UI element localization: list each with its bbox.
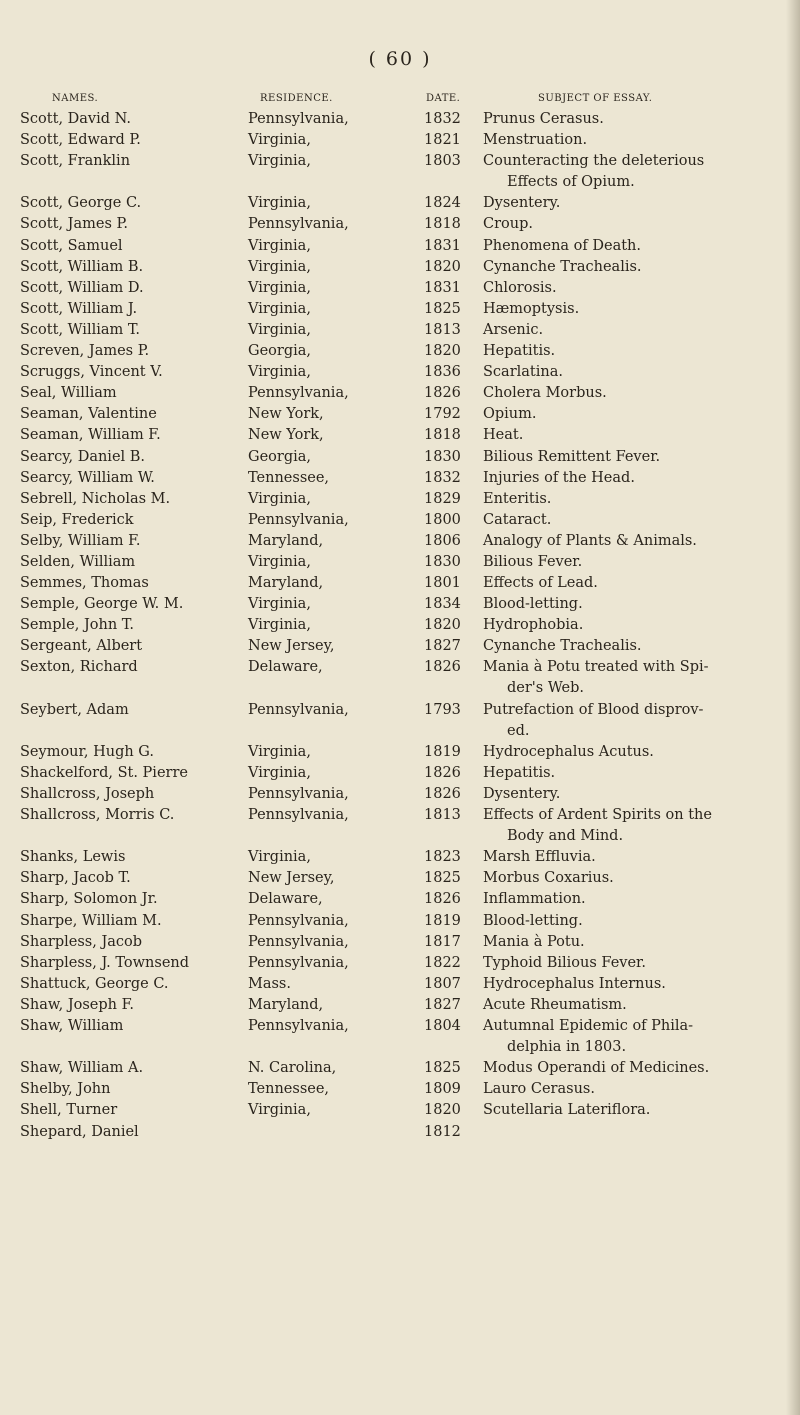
entry-name: Shaw, Joseph F.: [20, 996, 135, 1013]
entry-subject: [483, 636, 783, 657]
entry-date: 1818: [424, 216, 461, 233]
entry-row: [0, 1016, 800, 1058]
entry-subject: [483, 1058, 783, 1079]
entry-name: Seybert, Adam: [20, 701, 129, 718]
entry-subject-line: Hydrocephalus Internus.: [483, 975, 666, 992]
entry-row: [0, 531, 800, 552]
entry-residence: Virginia,: [248, 132, 311, 149]
entry-name: Shallcross, Joseph: [20, 786, 155, 802]
entries-list: [0, 109, 800, 1143]
entry-row: [0, 130, 800, 151]
entry-date: 1827: [424, 638, 461, 655]
entry-subject-line: Cynanche Trachealis.: [483, 258, 642, 275]
entry-subject-line: Enteritis.: [483, 490, 552, 507]
entry-subject-line: Counteracting the deleterious: [483, 153, 705, 170]
entry-subject-line: Dysentery.: [483, 786, 561, 802]
entry-subject-line: Blood-letting.: [483, 596, 583, 613]
entry-date: 1818: [424, 427, 461, 444]
entry-row: [0, 742, 800, 763]
entry-residence: Virginia,: [248, 1102, 311, 1119]
entry-date: 1825: [424, 1060, 461, 1077]
entry-subject: [483, 889, 783, 910]
entry-residence: Delaware,: [248, 891, 323, 908]
entry-date: 1826: [424, 786, 461, 802]
entry-date: 1793: [424, 701, 461, 718]
entry-subject-line: Cynanche Trachealis.: [483, 638, 642, 655]
entry-residence: New York,: [248, 406, 324, 423]
entry-subject: [483, 805, 783, 847]
entry-name: Scott, George C.: [20, 195, 142, 212]
entry-name: Scott, David N.: [20, 111, 132, 127]
entry-subject: [483, 657, 783, 699]
entry-subject-line: ed.: [507, 722, 530, 739]
entry-name: Shaw, William: [20, 1018, 124, 1035]
entry-name: Semmes, Thomas: [20, 575, 149, 592]
entry-subject-line: Effects of Lead.: [483, 575, 598, 592]
entry-subject-line: Effects of Ardent Spirits on the: [483, 807, 712, 824]
entry-date: 1804: [424, 1018, 461, 1035]
entry-name: Sharpless, Jacob: [20, 933, 143, 950]
entry-residence: N. Carolina,: [248, 1060, 337, 1077]
entry-subject: [483, 341, 783, 362]
entry-row: [0, 151, 800, 193]
entry-date: 1820: [424, 343, 461, 360]
entry-name: Scott, Franklin: [20, 153, 131, 170]
entry-date: 1801: [424, 575, 461, 592]
entry-subject: [483, 847, 783, 868]
entry-subject: [483, 362, 783, 383]
entry-date: 1807: [424, 975, 461, 992]
entry-subject-line: Scutellaria Lateriflora.: [483, 1102, 651, 1119]
entry-name: Sharp, Solomon Jr.: [20, 891, 158, 908]
entry-residence: Maryland,: [248, 575, 324, 592]
entry-subject: [483, 193, 783, 214]
entry-residence: Virginia,: [248, 300, 311, 317]
entry-date: 1832: [424, 111, 461, 127]
entry-subject: [483, 974, 783, 995]
entry-subject: [483, 1079, 783, 1100]
entry-subject-line: Dysentery.: [483, 195, 561, 212]
entry-subject: [483, 109, 783, 130]
page-number: ( 60 ): [368, 48, 432, 70]
entry-name: Seal, William: [20, 385, 117, 402]
entry-subject-line: Marsh Effluvia.: [483, 849, 596, 866]
entry-residence: Maryland,: [248, 996, 324, 1013]
entry-subject-line: Typhoid Bilious Fever.: [483, 954, 646, 971]
entry-residence: Virginia,: [248, 764, 311, 781]
entry-subject: [483, 594, 783, 615]
entry-residence: Tennessee,: [248, 469, 330, 486]
entry-name: Shell, Turner: [20, 1102, 118, 1119]
entry-residence: Delaware,: [248, 659, 323, 676]
entry-residence: Georgia,: [248, 448, 311, 465]
entry-row: [0, 911, 800, 932]
entry-residence: Virginia,: [248, 364, 311, 381]
entry-name: Selby, William F.: [20, 532, 141, 549]
entry-subject-line: Arsenic.: [483, 321, 544, 338]
entry-name: Seip, Frederick: [20, 511, 134, 528]
entry-date: 1813: [424, 807, 461, 824]
entry-subject: [483, 489, 783, 510]
entry-subject: [483, 299, 783, 320]
entry-row: [0, 404, 800, 425]
entry-residence: Maryland,: [248, 532, 324, 549]
entry-row: [0, 889, 800, 910]
entry-date: 1809: [424, 1081, 461, 1098]
entry-name: Selden, William: [20, 553, 136, 570]
entry-subject-line: Injuries of the Head.: [483, 469, 635, 486]
entry-subject-line: Morbus Coxarius.: [483, 870, 614, 887]
entry-subject: [483, 383, 783, 404]
entry-date: 1819: [424, 912, 461, 929]
entry-subject-line: Analogy of Plants & Animals.: [483, 532, 697, 549]
page-edge-shadow: [786, 0, 800, 1415]
entry-name: Semple, John T.: [20, 617, 134, 634]
entry-subject-line: der's Web.: [507, 680, 585, 697]
entry-residence: Virginia,: [248, 258, 311, 275]
entry-residence: Pennsylvania,: [248, 954, 349, 971]
entry-subject: [483, 151, 783, 193]
entry-date: 1803: [424, 153, 461, 170]
entry-residence: Virginia,: [248, 553, 311, 570]
entry-date: 1830: [424, 553, 461, 570]
entry-name: Scott, James P.: [20, 216, 128, 233]
entry-row: [0, 657, 800, 699]
entry-subject-line: Menstruation.: [483, 132, 588, 149]
entry-name: Sharp, Jacob T.: [20, 870, 131, 887]
entry-residence: Pennsylvania,: [248, 385, 349, 402]
entry-name: Scott, William J.: [20, 300, 138, 317]
entry-residence: Georgia,: [248, 343, 311, 360]
entry-date: 1806: [424, 532, 461, 549]
entry-subject-line: Cataract.: [483, 511, 552, 528]
entry-name: Shanks, Lewis: [20, 849, 126, 866]
entry-residence: Virginia,: [248, 279, 311, 296]
entry-residence: Virginia,: [248, 153, 311, 170]
entry-row: [0, 995, 800, 1016]
entry-subject-line: Opium.: [483, 406, 537, 423]
entry-subject: [483, 425, 783, 446]
entry-subject: [483, 742, 783, 763]
entry-name: Shackelford, St. Pierre: [20, 764, 188, 781]
entry-subject-line: delphia in 1803.: [507, 1039, 627, 1056]
entry-row: [0, 1100, 800, 1121]
entry-subject: [483, 911, 783, 932]
entry-residence: Pennsylvania,: [248, 216, 349, 233]
entry-residence: New York,: [248, 427, 324, 444]
entry-name: Searcy, Daniel B.: [20, 448, 146, 465]
header-subject: SUBJECT OF ESSAY.: [538, 93, 653, 104]
entry-date: 1825: [424, 300, 461, 317]
entry-name: Searcy, William W.: [20, 469, 155, 486]
entry-row: [0, 236, 800, 257]
entry-name: Scott, William D.: [20, 279, 144, 296]
entry-subject: [483, 573, 783, 594]
entry-subject: [483, 510, 783, 531]
entry-subject-line: Cholera Morbus.: [483, 385, 607, 402]
entry-row: [0, 594, 800, 615]
entry-row: [0, 341, 800, 362]
entry-date: 1821: [424, 132, 461, 149]
entry-subject-line: Blood-letting.: [483, 912, 583, 929]
entry-subject: [483, 784, 783, 805]
entry-subject: [483, 868, 783, 889]
entry-row: [0, 615, 800, 636]
entry-subject: [483, 700, 783, 742]
entry-row: [0, 257, 800, 278]
entry-subject-line: Inflammation.: [483, 891, 586, 908]
entry-row: [0, 763, 800, 784]
entry-subject: [483, 278, 783, 299]
entry-residence: Pennsylvania,: [248, 807, 349, 824]
entry-residence: Virginia,: [248, 490, 311, 507]
entry-date: 1813: [424, 321, 461, 338]
entry-residence: Tennessee,: [248, 1081, 330, 1098]
entry-date: 1826: [424, 891, 461, 908]
entry-date: 1825: [424, 870, 461, 887]
entry-subject-line: Chlorosis.: [483, 279, 557, 296]
column-headers: [0, 93, 800, 107]
entry-name: Scott, Edward P.: [20, 132, 141, 149]
entry-date: 1819: [424, 743, 461, 760]
entry-subject-line: Prunus Cerasus.: [483, 111, 604, 127]
entry-name: Scruggs, Vincent V.: [20, 364, 163, 381]
entry-date: 1832: [424, 469, 461, 486]
entry-subject-line: Hæmoptysis.: [483, 300, 580, 317]
entry-row: [0, 362, 800, 383]
entry-date: 1829: [424, 490, 461, 507]
entry-row: [0, 700, 800, 742]
entry-subject: [483, 953, 783, 974]
entry-row: [0, 868, 800, 889]
entry-date: 1826: [424, 764, 461, 781]
entry-row: [0, 278, 800, 299]
header-names: NAMES.: [52, 93, 99, 104]
entry-residence: Pennsylvania,: [248, 701, 349, 718]
entry-date: 1834: [424, 596, 461, 613]
entry-date: 1800: [424, 511, 461, 528]
entry-residence: Pennsylvania,: [248, 912, 349, 929]
entry-name: Shepard, Daniel: [20, 1123, 139, 1140]
entry-name: Scott, William T.: [20, 321, 141, 338]
entry-residence: Virginia,: [248, 743, 311, 760]
entry-subject-line: Mania à Potu treated with Spi-: [483, 659, 709, 676]
entry-row: [0, 974, 800, 995]
entry-subject-line: Phenomena of Death.: [483, 237, 641, 254]
entry-row: [0, 425, 800, 446]
entry-subject: [483, 995, 783, 1016]
entry-residence: Virginia,: [248, 849, 311, 866]
entry-date: 1831: [424, 237, 461, 254]
entry-date: 1830: [424, 448, 461, 465]
entry-subject: [483, 404, 783, 425]
entry-name: Sharpe, William M.: [20, 912, 162, 929]
entry-row: [0, 320, 800, 341]
entry-date: 1836: [424, 364, 461, 381]
entry-subject: [483, 447, 783, 468]
entry-date: 1827: [424, 996, 461, 1013]
entry-row: [0, 784, 800, 805]
entry-name: Scott, Samuel: [20, 237, 123, 254]
entry-subject: [483, 214, 783, 235]
entry-row: [0, 805, 800, 847]
entry-date: 1823: [424, 849, 461, 866]
entry-subject-line: Hepatitis.: [483, 764, 556, 781]
entry-name: Sergeant, Albert: [20, 638, 143, 655]
entry-subject: [483, 257, 783, 278]
entry-row: [0, 109, 800, 130]
entry-subject: [483, 320, 783, 341]
entry-subject-line: Hydrophobia.: [483, 617, 584, 634]
entry-residence: Virginia,: [248, 321, 311, 338]
entry-subject-line: Bilious Fever.: [483, 553, 583, 570]
entry-subject: [483, 236, 783, 257]
entry-subject-line: Effects of Opium.: [507, 174, 635, 191]
entry-date: 1826: [424, 385, 461, 402]
entry-name: Seaman, Valentine: [20, 406, 157, 423]
entry-residence: Pennsylvania,: [248, 786, 349, 802]
entry-subject: [483, 531, 783, 552]
entry-subject-line: Body and Mind.: [507, 828, 624, 845]
entry-date: 1822: [424, 954, 461, 971]
entry-row: [0, 932, 800, 953]
entry-subject-line: Hepatitis.: [483, 343, 556, 360]
entry-residence: Pennsylvania,: [248, 511, 349, 528]
entry-row: [0, 1079, 800, 1100]
entry-subject: [483, 1016, 783, 1058]
header-residence: RESIDENCE.: [260, 93, 333, 104]
entry-subject-line: Heat.: [483, 427, 524, 444]
entry-row: [0, 468, 800, 489]
entry-subject-line: Putrefaction of Blood disprov-: [483, 701, 704, 718]
entry-date: 1812: [424, 1123, 461, 1140]
entry-date: 1817: [424, 933, 461, 950]
entry-name: Shaw, William A.: [20, 1060, 144, 1077]
entry-subject-line: Hydrocephalus Acutus.: [483, 743, 654, 760]
entry-name: Sebrell, Nicholas M.: [20, 490, 171, 507]
entry-residence: New Jersey,: [248, 870, 335, 887]
entry-subject: [483, 130, 783, 151]
entry-subject-line: Autumnal Epidemic of Phila-: [483, 1018, 694, 1035]
entry-subject: [483, 932, 783, 953]
entry-subject-line: Scarlatina.: [483, 364, 563, 381]
entry-residence: New Jersey,: [248, 638, 335, 655]
entry-subject-line: Croup.: [483, 216, 533, 233]
entry-name: Shallcross, Morris C.: [20, 807, 175, 824]
entry-row: [0, 299, 800, 320]
entry-subject: [483, 615, 783, 636]
entry-date: 1831: [424, 279, 461, 296]
entry-date: 1820: [424, 617, 461, 634]
entry-row: [0, 383, 800, 404]
entry-date: 1824: [424, 195, 461, 212]
entry-row: [0, 1122, 800, 1143]
entry-residence: Virginia,: [248, 596, 311, 613]
entry-row: [0, 847, 800, 868]
entry-name: Seaman, William F.: [20, 427, 161, 444]
entry-name: Sexton, Richard: [20, 659, 138, 676]
entry-row: [0, 489, 800, 510]
entry-subject: [483, 1100, 783, 1121]
entry-subject-line: Lauro Cerasus.: [483, 1081, 595, 1098]
entry-name: Shelby, John: [20, 1081, 111, 1098]
entry-row: [0, 573, 800, 594]
entry-date: 1820: [424, 258, 461, 275]
entry-subject: [483, 468, 783, 489]
entry-row: [0, 552, 800, 573]
entry-residence: Virginia,: [248, 195, 311, 212]
entry-row: [0, 1058, 800, 1079]
entry-subject: [483, 552, 783, 573]
entry-date: 1826: [424, 659, 461, 676]
entry-residence: Pennsylvania,: [248, 1018, 349, 1035]
entry-name: Screven, James P.: [20, 343, 150, 360]
entry-date: 1820: [424, 1102, 461, 1119]
entry-name: Scott, William B.: [20, 258, 144, 275]
entry-residence: Mass.: [248, 975, 291, 992]
entry-name: Semple, George W. M.: [20, 596, 184, 613]
entry-row: [0, 214, 800, 235]
entry-subject-line: Modus Operandi of Medicines.: [483, 1060, 710, 1077]
entry-subject: [483, 763, 783, 784]
entry-residence: Pennsylvania,: [248, 933, 349, 950]
entry-row: [0, 193, 800, 214]
entry-subject-line: Acute Rheumatism.: [483, 996, 627, 1013]
entry-row: [0, 953, 800, 974]
entry-residence: Pennsylvania,: [248, 111, 349, 127]
entry-name: Seymour, Hugh G.: [20, 743, 154, 760]
entry-residence: Virginia,: [248, 237, 311, 254]
entry-residence: Virginia,: [248, 617, 311, 634]
entry-name: Shattuck, George C.: [20, 975, 169, 992]
entry-row: [0, 447, 800, 468]
entry-subject-line: Mania à Potu.: [483, 933, 585, 950]
entry-row: [0, 636, 800, 657]
header-date: DATE.: [426, 93, 461, 104]
entry-subject-line: Bilious Remittent Fever.: [483, 448, 661, 465]
entry-name: Sharpless, J. Townsend: [20, 954, 190, 971]
entry-date: 1792: [424, 406, 461, 423]
entry-row: [0, 510, 800, 531]
